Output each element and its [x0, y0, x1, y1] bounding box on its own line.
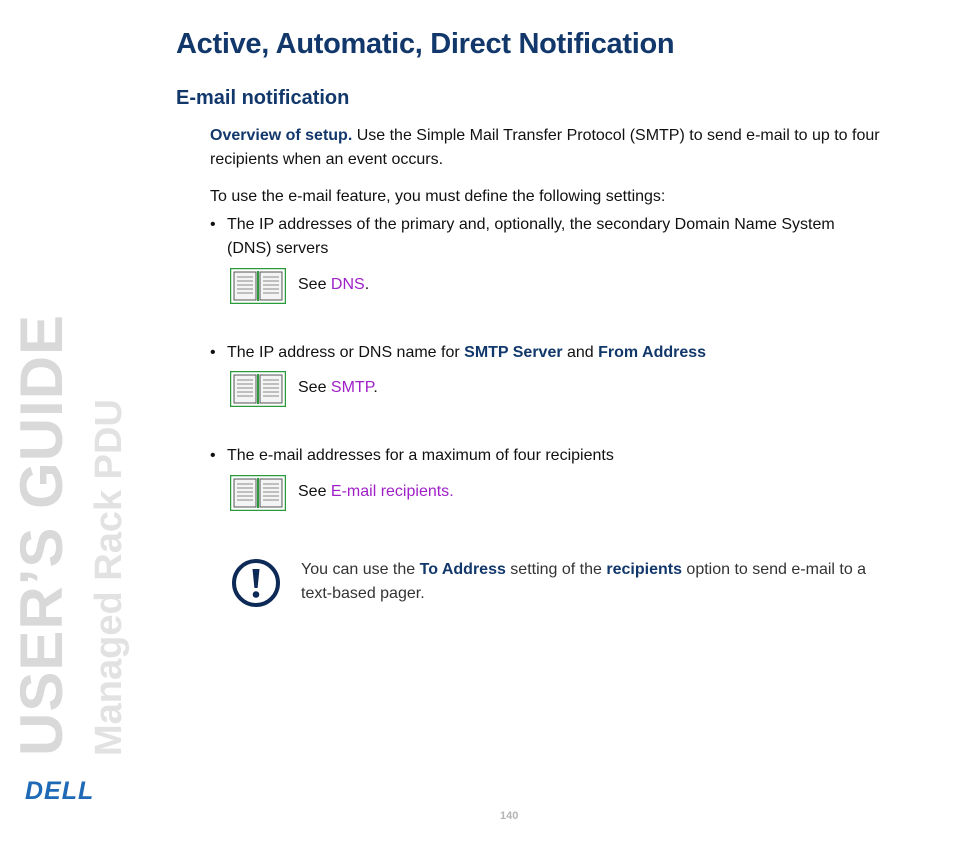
note-mid: setting of the [505, 561, 607, 578]
see-period: . [449, 483, 454, 500]
see-period: . [373, 379, 378, 396]
see-prefix: See [298, 483, 331, 500]
book-icon [230, 475, 286, 511]
note-suffix: option to send e-mail to a text-based pager. [301, 561, 867, 602]
bullet-mark: • [210, 447, 216, 464]
see-smtp-text [298, 379, 378, 397]
page-number: 140 [500, 810, 519, 822]
dns-link[interactable]: DNS [330, 276, 365, 293]
sidebar-product-subtitle: Managed Rack PDU [88, 399, 130, 756]
bullet-smtp-prefix: The IP address or DNS name for [227, 344, 465, 361]
overview-label: Overview of setup. [210, 127, 353, 144]
to-address-term: To Address [419, 561, 506, 578]
page-title: Active, Automatic, Direct Notification [176, 28, 675, 60]
see-prefix: See [298, 276, 331, 293]
from-address-term: From Address [598, 344, 707, 361]
exclamation-icon [231, 558, 281, 608]
book-icon [230, 371, 286, 407]
dell-logo: DELL [25, 777, 95, 805]
bullet-mark: • [210, 344, 216, 361]
bullet-smtp [210, 341, 860, 365]
smtp-server-term: SMTP Server [464, 344, 563, 361]
book-icon [230, 268, 286, 304]
note-text [301, 558, 881, 606]
bullet-dns-text: The IP addresses of the primary and, optionally, the secondary Domain Name System (DNS) servers [227, 216, 835, 257]
overview-text: Use the Simple Mail Transfer Protocol (SMTP) to send e-mail to up to four recipients when an event occurs. [210, 127, 880, 168]
bullet-smtp-mid: and [562, 344, 599, 361]
bullet-mark: • [210, 216, 216, 233]
see-prefix: See [298, 379, 331, 396]
section-heading: E-mail notification [176, 87, 350, 109]
see-period: . [364, 276, 370, 293]
overview-paragraph [210, 124, 900, 172]
see-dns-text [298, 276, 369, 294]
sidebar-guide-title: USER’S GUIDE [8, 313, 75, 756]
smtp-link[interactable]: SMTP [330, 379, 374, 396]
recipients-term: recipients [606, 561, 682, 578]
email-recipients-link[interactable]: E-mail recipients [330, 483, 450, 500]
intro-paragraph: To use the e-mail feature, you must define the following settings: [210, 188, 666, 205]
note-prefix: You can use the [301, 561, 420, 578]
bullet-recipients-text: The e-mail addresses for a maximum of four recipients [227, 447, 614, 464]
see-recipients-text [298, 483, 454, 501]
bullet-recipients [210, 444, 860, 468]
bullet-dns [210, 213, 860, 261]
